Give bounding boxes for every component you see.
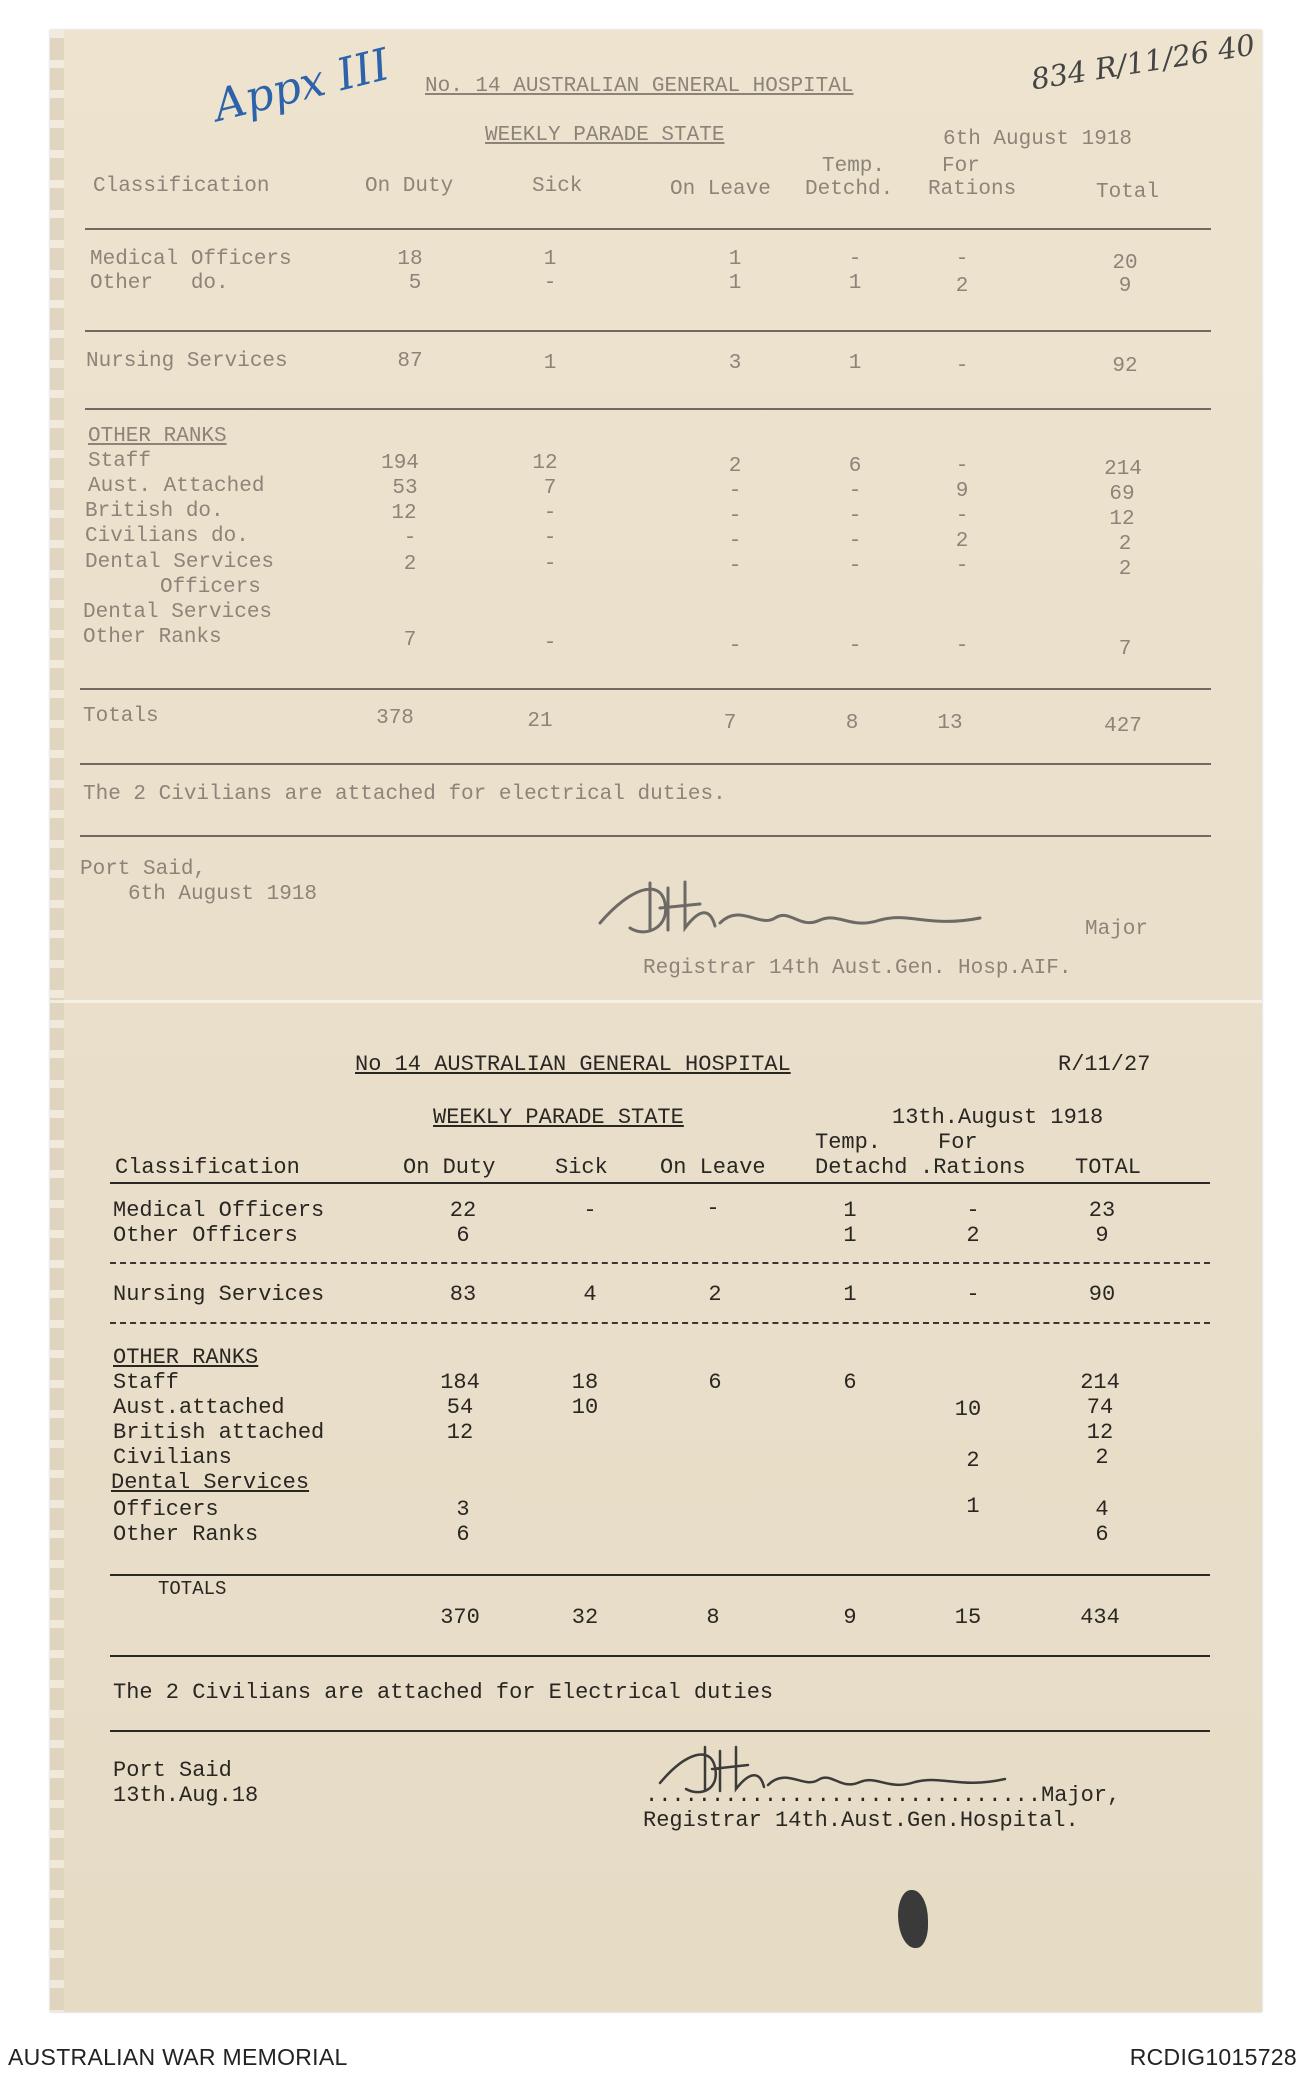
rule bbox=[110, 1655, 1210, 1657]
report-2-signatory: Registrar 14th.Aust.Gen.Hospital. bbox=[643, 1808, 1079, 1833]
row-label: Staff bbox=[113, 1370, 180, 1395]
row-label: Staff bbox=[88, 450, 152, 473]
cell: 92 bbox=[1112, 355, 1138, 378]
row-label: Other do. bbox=[90, 272, 229, 295]
section-heading: Dental Services bbox=[111, 1470, 310, 1495]
cell: 2 bbox=[708, 1282, 722, 1307]
cell: 1 bbox=[848, 272, 862, 295]
cell: 18 bbox=[571, 1370, 599, 1395]
rule bbox=[80, 688, 1211, 690]
rule bbox=[85, 408, 1211, 410]
row-label: Other Ranks bbox=[113, 1522, 259, 1547]
cell: 4 bbox=[1095, 1497, 1109, 1522]
report-1-rank: Major bbox=[1085, 918, 1149, 941]
cell: 7 bbox=[1118, 638, 1132, 661]
cell: 1 bbox=[728, 272, 742, 295]
cell: 2 bbox=[955, 275, 969, 298]
row-label: Nursing Services bbox=[113, 1282, 325, 1307]
col-detachd: Detachd bbox=[815, 1155, 908, 1180]
cell: 22 bbox=[449, 1198, 477, 1223]
cell: 2 bbox=[966, 1448, 980, 1473]
cell: - bbox=[848, 248, 862, 271]
rule bbox=[110, 1574, 1210, 1576]
cell: - bbox=[955, 555, 969, 578]
cell: 9 bbox=[1118, 275, 1132, 298]
col-rations: Rations bbox=[928, 178, 1017, 201]
cell: - bbox=[848, 555, 862, 578]
report-2-rank-line: ..............................Major, bbox=[645, 1783, 1121, 1808]
cell: 3 bbox=[456, 1497, 470, 1522]
cell: 10 bbox=[571, 1395, 599, 1420]
cell: - bbox=[955, 635, 969, 658]
cell: 12 bbox=[1109, 508, 1135, 531]
cell: 194 bbox=[381, 452, 419, 475]
torn-edge bbox=[50, 30, 64, 2012]
reference-annotation: 834 R/11/26 40 bbox=[1028, 27, 1258, 97]
cell: - bbox=[706, 1196, 720, 1221]
col-total: Total bbox=[1096, 181, 1160, 204]
cell: - bbox=[728, 555, 742, 578]
cell: - bbox=[848, 635, 862, 658]
row-label: Civilians bbox=[113, 1445, 232, 1470]
col-sick: Sick bbox=[555, 1155, 608, 1180]
cell: 20 bbox=[1112, 252, 1138, 275]
cell: - bbox=[403, 527, 417, 550]
cell: 15 bbox=[954, 1605, 982, 1630]
cell: - bbox=[966, 1282, 980, 1307]
cell: 74 bbox=[1086, 1395, 1114, 1420]
row-label: Aust.attached bbox=[113, 1395, 285, 1420]
row-label: Medical Officers bbox=[90, 248, 292, 271]
cell: 32 bbox=[571, 1605, 599, 1630]
cell: - bbox=[728, 480, 742, 503]
rule bbox=[85, 330, 1211, 332]
col-classification: Classification bbox=[93, 175, 270, 198]
cell: 1 bbox=[843, 1198, 857, 1223]
report-1-signatory: Registrar 14th Aust.Gen. Hosp.AIF. bbox=[643, 957, 1072, 980]
cell: 6 bbox=[456, 1223, 470, 1248]
cell: 2 bbox=[728, 455, 742, 478]
footer-source: AUSTRALIAN WAR MEMORIAL bbox=[8, 2044, 348, 2070]
cell: 2 bbox=[955, 530, 969, 553]
cell: - bbox=[966, 1198, 980, 1223]
rule bbox=[110, 1182, 1210, 1184]
report-1-subtitle: WEEKLY PARADE STATE bbox=[485, 124, 725, 147]
rule bbox=[85, 228, 1211, 230]
rule bbox=[110, 1262, 1210, 1264]
cell: - bbox=[728, 635, 742, 658]
row-label: Dental Services bbox=[85, 551, 275, 574]
report-1-place-date: 6th August 1918 bbox=[128, 883, 318, 906]
cell: 2 bbox=[403, 553, 417, 576]
cell: 7 bbox=[723, 712, 737, 735]
col-temp: Temp. bbox=[822, 155, 886, 178]
cell: 2 bbox=[966, 1223, 980, 1248]
cell: 2 bbox=[1118, 558, 1132, 581]
cell: 8 bbox=[706, 1605, 720, 1630]
col-for: For bbox=[938, 1130, 978, 1155]
cell: - bbox=[955, 455, 969, 478]
cell: 1 bbox=[848, 352, 862, 375]
appendix-annotation: Appx III bbox=[208, 39, 395, 132]
cell: - bbox=[543, 632, 557, 655]
report-2-ref: R/11/27 bbox=[1058, 1052, 1151, 1077]
cell: 1 bbox=[543, 248, 557, 271]
row-label: Civilians do. bbox=[85, 525, 249, 548]
cell: - bbox=[543, 527, 557, 550]
cell: 2 bbox=[1095, 1445, 1109, 1470]
cell: - bbox=[848, 530, 862, 553]
col-classification: Classification bbox=[115, 1155, 300, 1180]
report-1-title: No. 14 AUSTRALIAN GENERAL HOSPITAL bbox=[425, 75, 854, 98]
col-for: For bbox=[942, 155, 980, 178]
signature-1 bbox=[590, 868, 1000, 948]
cell: 184 bbox=[440, 1370, 480, 1395]
col-rations: .Rations bbox=[920, 1155, 1026, 1180]
cell: 54 bbox=[446, 1395, 474, 1420]
cell: 2 bbox=[1118, 533, 1132, 556]
document-page bbox=[50, 27, 1262, 2012]
cell: - bbox=[955, 248, 969, 271]
cell: - bbox=[543, 553, 557, 576]
cell: 378 bbox=[376, 707, 414, 730]
cell: 1 bbox=[543, 352, 557, 375]
col-temp: Temp. bbox=[815, 1130, 882, 1155]
col-on-duty: On Duty bbox=[403, 1155, 496, 1180]
row-label: British do. bbox=[85, 500, 224, 523]
col-on-leave: On Leave bbox=[660, 1155, 766, 1180]
cell: 12 bbox=[1086, 1420, 1114, 1445]
cell: 12 bbox=[391, 502, 417, 525]
paper-fold bbox=[50, 1000, 1262, 1003]
cell: 7 bbox=[403, 629, 417, 652]
row-label: Other Ranks bbox=[83, 626, 222, 649]
cell: 8 bbox=[845, 712, 859, 735]
col-total: TOTAL bbox=[1075, 1155, 1142, 1180]
cell: 12 bbox=[532, 452, 558, 475]
cell: 1 bbox=[843, 1282, 857, 1307]
report-1-place: Port Said, bbox=[80, 858, 207, 881]
totals-label: TOTALS bbox=[158, 1578, 227, 1600]
cell: 1 bbox=[966, 1494, 980, 1519]
footer-id: RCDIG1015728 bbox=[1129, 2044, 1297, 2070]
rule bbox=[80, 835, 1211, 837]
cell: 10 bbox=[954, 1397, 982, 1422]
report-2-subtitle: WEEKLY PARADE STATE bbox=[433, 1105, 684, 1130]
col-detchd: Detchd. bbox=[805, 178, 894, 201]
col-sick: Sick bbox=[532, 175, 583, 198]
report-2-place: Port Said bbox=[113, 1758, 232, 1783]
cell: 5 bbox=[408, 272, 422, 295]
row-label: British attached bbox=[113, 1420, 325, 1445]
cell: - bbox=[955, 355, 969, 378]
row-label: Officers bbox=[160, 576, 261, 599]
cell: 214 bbox=[1080, 1370, 1120, 1395]
report-1-note: The 2 Civilians are attached for electrical duties. bbox=[83, 783, 726, 806]
report-2-title: No 14 AUSTRALIAN GENERAL HOSPITAL bbox=[355, 1052, 791, 1077]
cell: 83 bbox=[449, 1282, 477, 1307]
cell: - bbox=[728, 530, 742, 553]
cell: 434 bbox=[1080, 1605, 1120, 1630]
cell: - bbox=[955, 505, 969, 528]
rule bbox=[110, 1730, 1210, 1732]
cell: - bbox=[543, 502, 557, 525]
cell: - bbox=[848, 480, 862, 503]
cell: 427 bbox=[1104, 715, 1142, 738]
cell: - bbox=[848, 505, 862, 528]
cell: 6 bbox=[848, 455, 862, 478]
row-label: Dental Services bbox=[83, 601, 273, 624]
cell: 87 bbox=[397, 350, 423, 373]
row-label: Medical Officers bbox=[113, 1198, 325, 1223]
report-2-place-date: 13th.Aug.18 bbox=[113, 1783, 259, 1808]
cell: 6 bbox=[843, 1370, 857, 1395]
rule bbox=[80, 763, 1211, 765]
cell: 1 bbox=[728, 248, 742, 271]
cell: 53 bbox=[392, 477, 418, 500]
cell: 12 bbox=[446, 1420, 474, 1445]
cell: 9 bbox=[955, 480, 969, 503]
report-2-date: 13th.August 1918 bbox=[892, 1105, 1104, 1130]
row-label: Officers bbox=[113, 1497, 219, 1522]
cell: 69 bbox=[1109, 483, 1135, 506]
cell: 13 bbox=[937, 712, 963, 735]
cell: 18 bbox=[397, 248, 423, 271]
cell: 214 bbox=[1104, 458, 1142, 481]
cell: 21 bbox=[527, 710, 553, 733]
cell: - bbox=[543, 272, 557, 295]
totals-label: Totals bbox=[83, 705, 159, 728]
cell: 4 bbox=[583, 1282, 597, 1307]
cell: 6 bbox=[456, 1522, 470, 1547]
cell: - bbox=[728, 505, 742, 528]
cell: 370 bbox=[440, 1605, 480, 1630]
cell: 1 bbox=[843, 1223, 857, 1248]
col-on-duty: On Duty bbox=[365, 175, 454, 198]
rule bbox=[110, 1322, 1210, 1324]
cell: 3 bbox=[728, 352, 742, 375]
cell: 7 bbox=[543, 477, 557, 500]
row-label: Nursing Services bbox=[86, 350, 288, 373]
col-on-leave: On Leave bbox=[670, 178, 771, 201]
cell: 9 bbox=[1095, 1223, 1109, 1248]
report-2-note: The 2 Civilians are attached for Electrical duties bbox=[113, 1680, 774, 1705]
cell: 6 bbox=[708, 1370, 722, 1395]
row-label: Aust. Attached bbox=[88, 475, 265, 498]
section-heading: OTHER RANKS bbox=[88, 425, 227, 448]
section-heading: OTHER RANKS bbox=[113, 1345, 259, 1370]
cell: 90 bbox=[1088, 1282, 1116, 1307]
cell: 9 bbox=[843, 1605, 857, 1630]
cell: 6 bbox=[1095, 1522, 1109, 1547]
cell: 23 bbox=[1088, 1198, 1116, 1223]
report-1-date: 6th August 1918 bbox=[943, 128, 1133, 151]
row-label: Other Officers bbox=[113, 1223, 298, 1248]
cell: - bbox=[583, 1198, 597, 1223]
